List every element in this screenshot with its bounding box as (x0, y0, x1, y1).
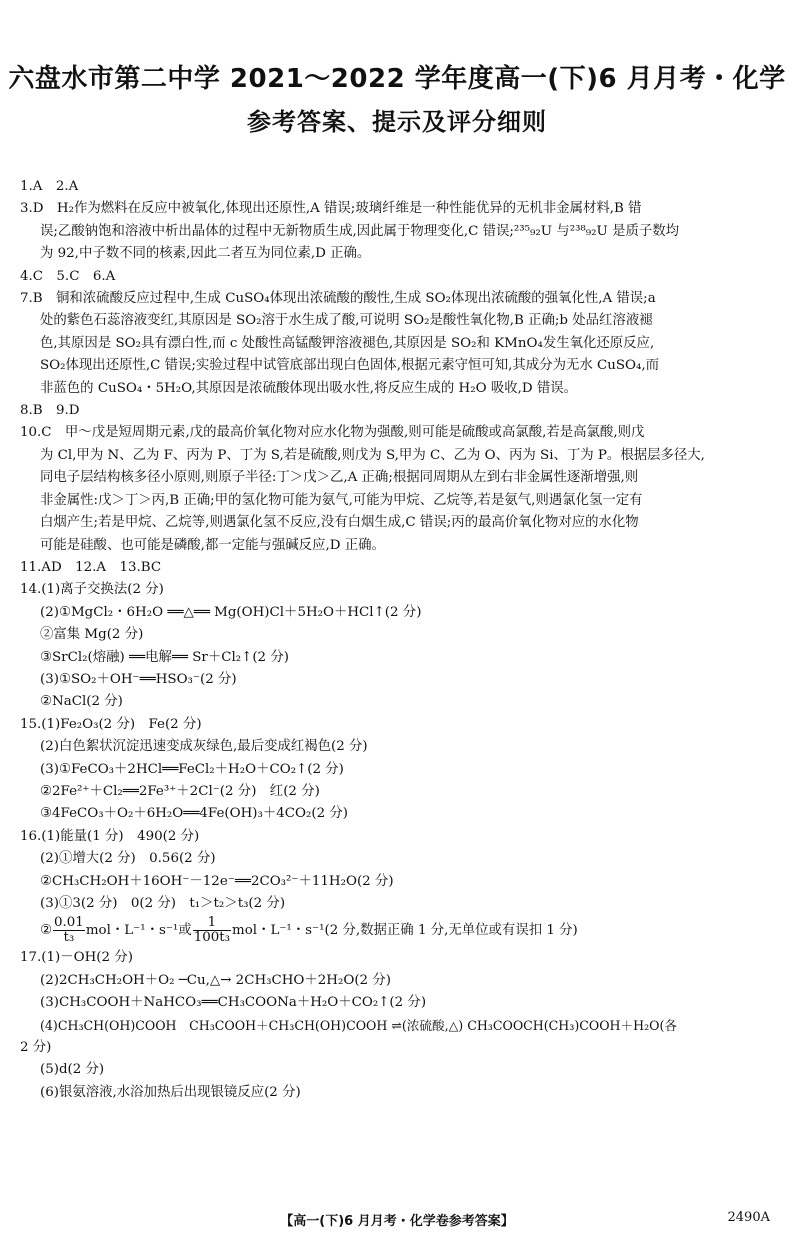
fraction-numerator: 1 (193, 916, 231, 931)
answer-text: mol・L⁻¹・s⁻¹(2 分,数据正确 1 分,无单位或有误扣 1 分) (232, 923, 578, 939)
answer-line: 10.C 甲～戊是短周期元素,戊的最高价氧化物对应水化物为强酸,则可能是硫酸或高氯酸,若是高氯酸,则戊 (20, 425, 645, 441)
answer-line: 误;乙酸钠饱和溶液中析出晶体的过程中无新物质生成,因此属于物理变化,C 错误;²³⁵₉₂U 与²³⁸₉₂U 是质子数均 (40, 223, 680, 239)
answer-line-fraction (20, 915, 780, 947)
answer-line: ③SrCl₂(熔融) ══电解══ Sr＋Cl₂↑(2 分) (40, 649, 289, 665)
answer-line: 2 分) (20, 1040, 52, 1056)
document-code: 2490A (727, 1210, 770, 1225)
answer-line: (6)银氨溶液,水浴加热后出现银镜反应(2 分) (40, 1084, 301, 1100)
answer-line: 7.B 铜和浓硫酸反应过程中,生成 CuSO₄体现出浓硫酸的酸性,生成 SO₂体现出浓硫酸的强氧化性,A 错误;a (20, 291, 656, 307)
answer-line: ③4FeCO₃＋O₂＋6H₂O══4Fe(OH)₃＋4CO₂(2 分) (40, 806, 348, 822)
fraction-numerator: 0.01 (54, 915, 84, 931)
answer-line: 白烟产生;若是甲烷、乙烷等,则遇氯化氢不反应,没有白烟生成,C 错误;丙的最高价氧化物对应的水化物 (40, 515, 639, 531)
answer-text: mol・L⁻¹・s⁻¹或 (85, 923, 192, 939)
page-title: 六盘水市第二中学 2021～2022 学年度高一(下)6 月月考・化学 (8, 64, 786, 94)
answer-line: 17.(1)－OH(2 分) (20, 950, 133, 966)
answer-line: (2)2CH₃CH₂OH＋O₂ ─Cu,△→ 2CH₃CHO＋2H₂O(2 分) (40, 972, 391, 988)
answer-line: SO₂体现出还原性,C 错误;实验过程中试管底部出现白色固体,根据元素守恒可知,其成分为无水 CuSO₄,而 (40, 358, 660, 374)
answer-line: 15.(1)Fe₂O₃(2 分) Fe(2 分) (20, 716, 202, 732)
answer-content (20, 176, 780, 1104)
answer-line: ②CH₃CH₂OH＋16OH⁻－12e⁻══2CO₃²⁻＋11H₂O(2 分) (40, 873, 394, 889)
answer-line: (3)①FeCO₃＋2HCl══FeCl₂＋H₂O＋CO₂↑(2 分) (40, 761, 344, 777)
answer-line: 可能是硅酸、也可能是磷酸,都一定能与强碱反应,D 正确。 (40, 537, 385, 553)
answer-line: (3)①3(2 分) 0(2 分) t₁＞t₂＞t₃(2 分) (40, 896, 286, 911)
answer-line: 同电子层结构核多径小原则,则原子半径:丁＞戊＞乙,A 正确;根据同周期从左到右非金属性逐渐增强,则 (40, 470, 639, 486)
answer-line: 16.(1)能量(1 分) 490(2 分) (20, 828, 200, 844)
answer-line: (2)白色絮状沉淀迅速变成灰绿色,最后变成红褐色(2 分) (40, 739, 368, 755)
answer-line: 3.D H₂作为燃料在反应中被氧化,体现出还原性,A 错误;玻璃纤维是一种性能优异的无机非金属材料,B 错 (20, 201, 642, 217)
answer-line: (3)CH₃COOH＋NaHCO₃══CH₃COONa＋H₂O＋CO₂↑(2 分) (40, 995, 427, 1011)
answer-line: ②2Fe²⁺＋Cl₂══2Fe³⁺＋2Cl⁻(2 分) 红(2 分) (40, 783, 320, 799)
answer-line: (3)①SO₂＋OH⁻══HSO₃⁻(2 分) (40, 671, 237, 687)
page-footer: 【高一(下)6 月月考・化学卷参考答案】 (280, 1214, 514, 1229)
answer-line: 非蓝色的 CuSO₄・5H₂O,其原因是浓硫酸体现出吸水性,将反应生成的 H₂O 吸收,D 错误。 (40, 380, 578, 396)
answer-line: 色,其原因是 SO₂具有漂白性,而 c 处酸性高锰酸钾溶液褪色,其原因是 SO₂和 KMnO₄发生氧化还原反应, (40, 335, 655, 351)
answer-line: (2)①MgCl₂・6H₂O ══△══ Mg(OH)Cl＋5H₂O＋HCl↑(2 分) (40, 604, 422, 620)
answer-line: (2)①增大(2 分) 0.56(2 分) (40, 851, 216, 867)
fraction-denominator: 100t₃ (193, 930, 231, 946)
answer-line: 非金属性:戊＞丁＞丙,B 正确;甲的氢化物可能为氨气,可能为甲烷、乙烷等,若是氨气,则遇氯化氢一定有 (40, 492, 643, 508)
answer-line: 4.C 5.C 6.A (20, 268, 116, 284)
fraction (53, 916, 85, 945)
answer-line: 处的紫色石蕊溶液变红,其原因是 SO₂溶于水生成了酸,可说明 SO₂是酸性氧化物,B 正确;b 处品红溶液褪 (40, 313, 653, 329)
answer-line: 11.AD 12.A 13.BC (20, 559, 162, 575)
answer-line: (5)d(2 分) (40, 1062, 105, 1078)
fraction (193, 916, 231, 945)
answer-line: 8.B 9.D (20, 403, 80, 419)
page-subtitle: 参考答案、提示及评分细则 (247, 108, 547, 136)
answer-line: 1.A 2.A (20, 179, 79, 194)
answer-line: 为 Cl,甲为 N、乙为 F、丙为 P、丁为 S,若是硫酸,则戊为 S,甲为 C、乙为 O、丙为 Si、丁为 P。根据层多径大, (40, 447, 705, 463)
fraction-denominator: t₃ (63, 930, 75, 946)
answer-text: ② (40, 923, 53, 939)
answer-line: 为 92,中子数不同的核素,因此二者互为同位素,D 正确。 (40, 246, 371, 262)
answer-line: 14.(1)离子交换法(2 分) (20, 582, 164, 598)
answer-line: (4)CH₃CH(OH)COOH CH₃COOH＋CH₃CH(OH)COOH ⇌(浓硫酸,△) CH₃COOCH(CH₃)COOH＋H₂O(各 (40, 1017, 677, 1033)
answer-line: ②NaCl(2 分) (40, 694, 123, 710)
answer-line: ②富集 Mg(2 分) (40, 627, 144, 643)
